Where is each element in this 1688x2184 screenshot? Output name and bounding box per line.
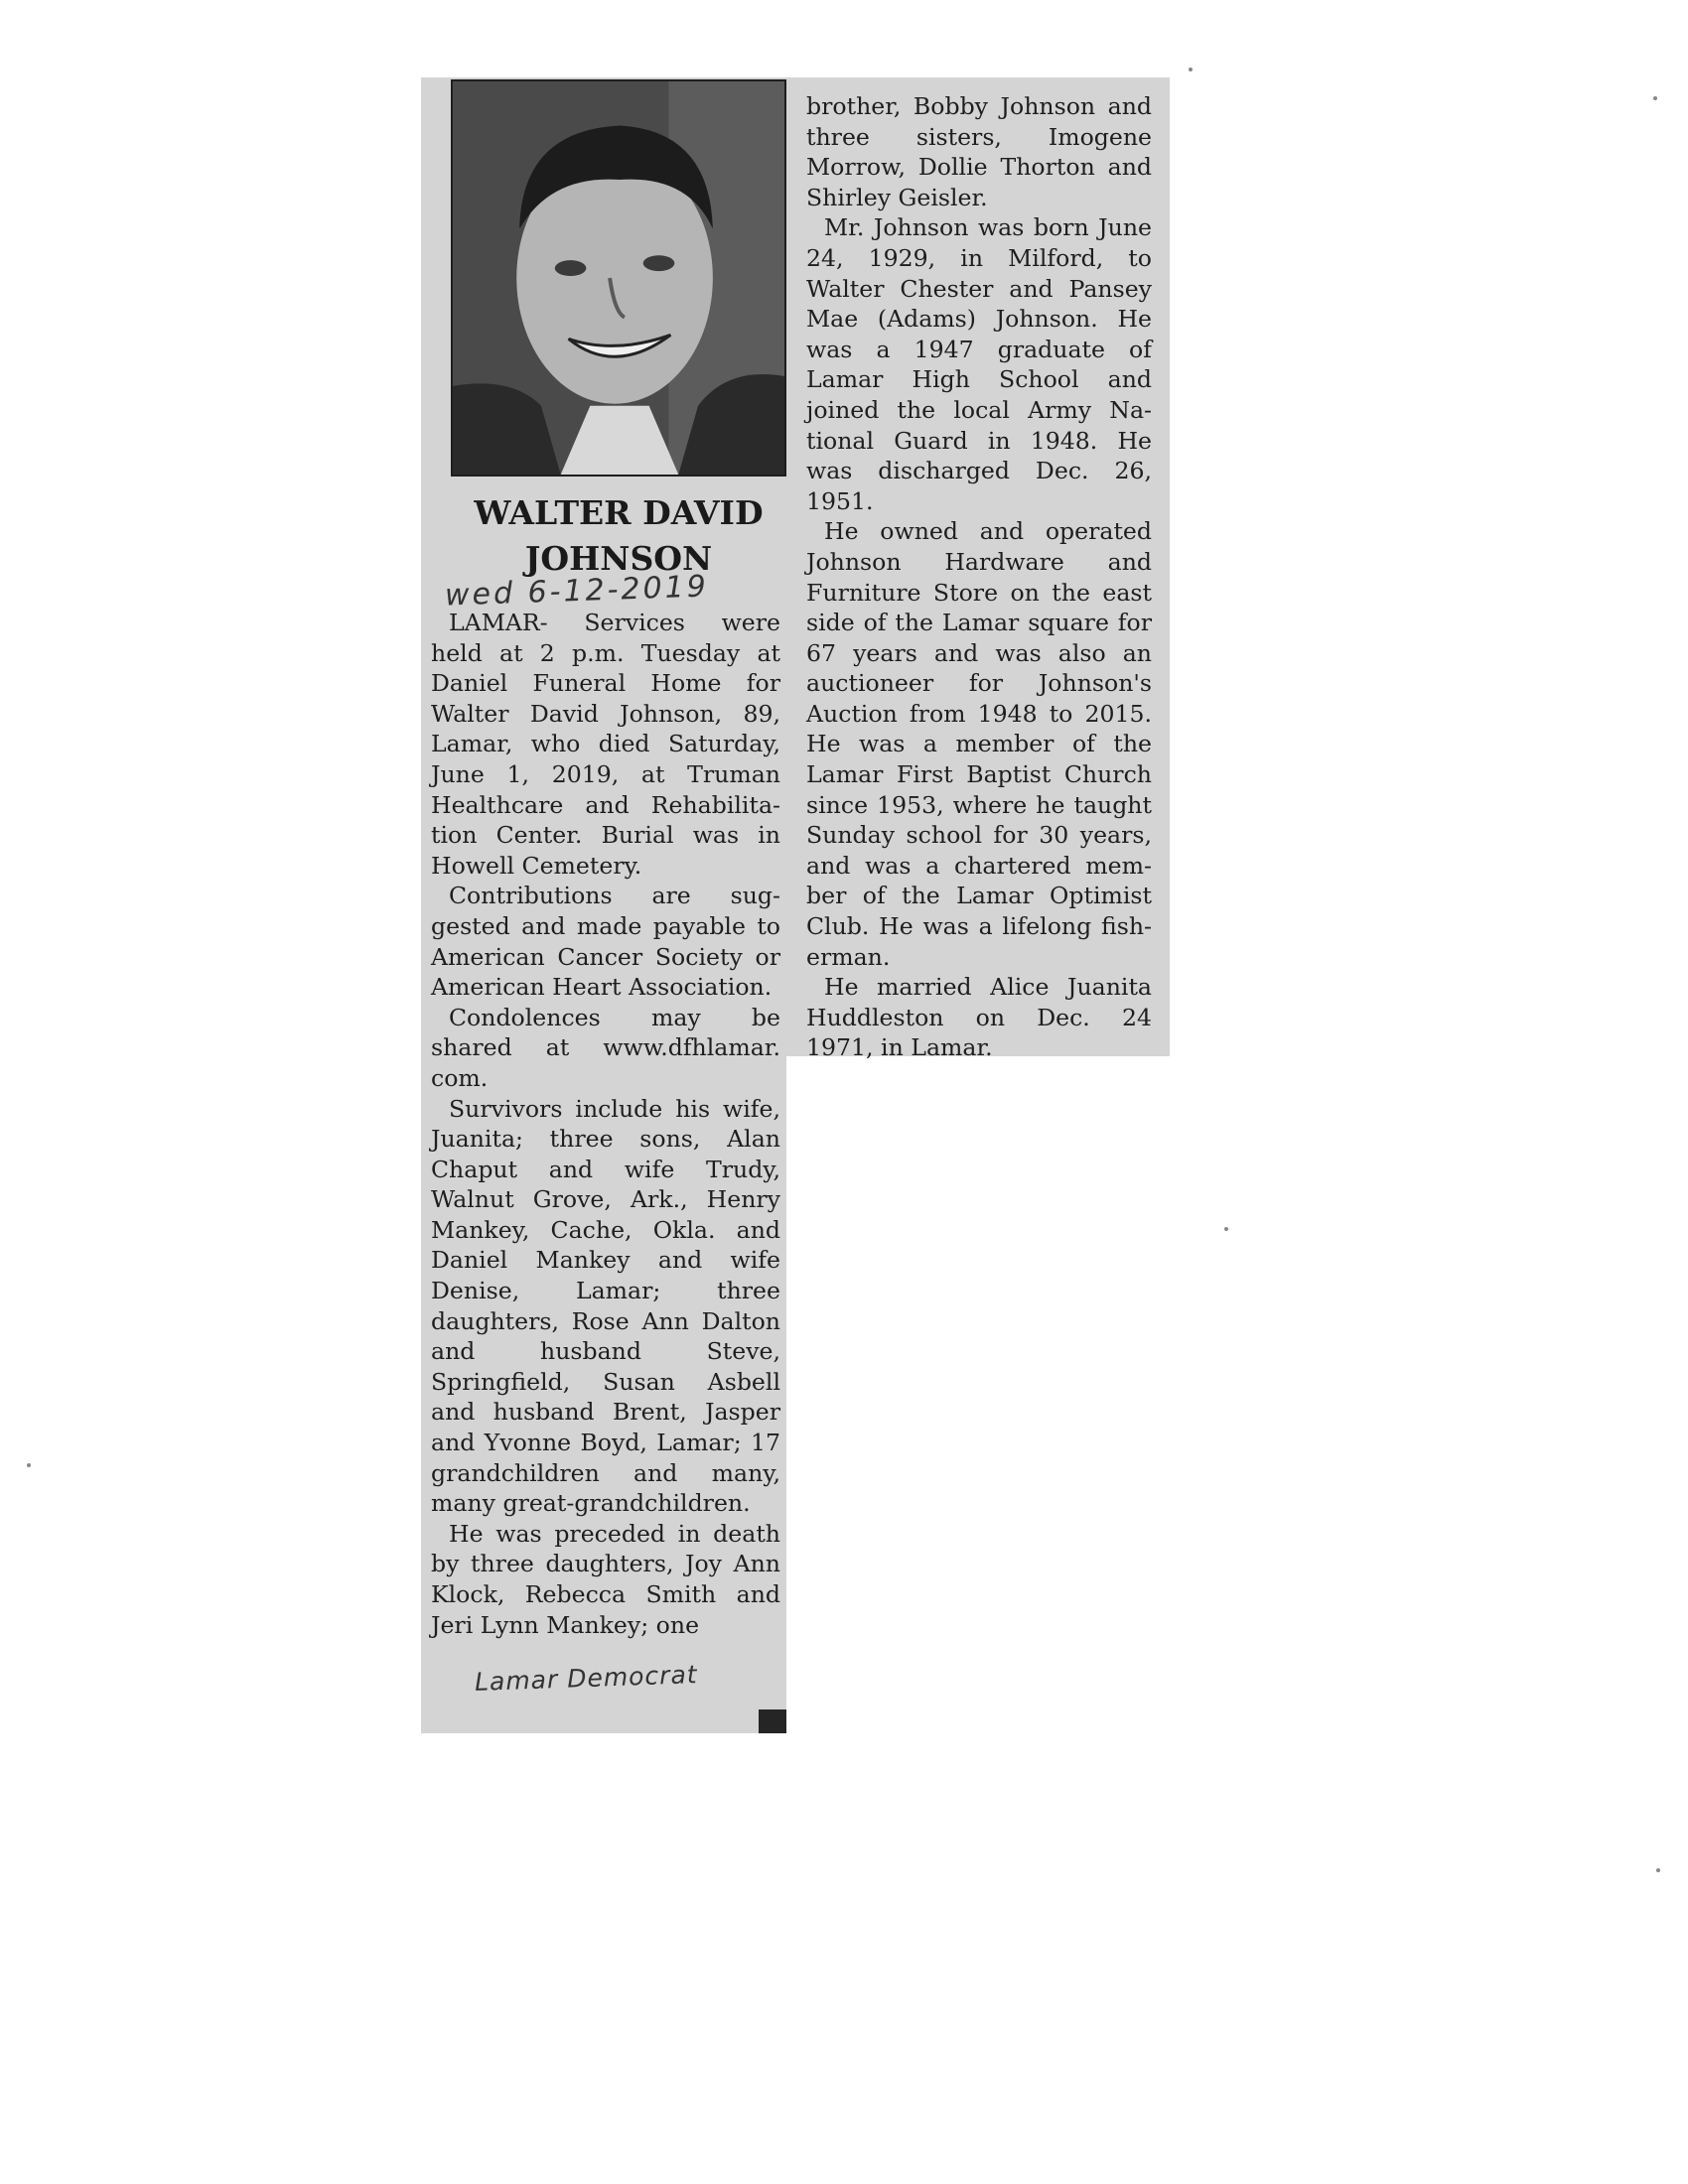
portrait-image bbox=[453, 81, 784, 475]
handwritten-source: Lamar Democrat bbox=[474, 1660, 699, 1697]
handwritten-date: wed 6-12-2019 bbox=[444, 569, 710, 614]
career-paragraph: He owned and operated Johnson Hardware and Furniture Store on the east side of the Lamar square for 67 years and was also an auctioneer for Johnson's Auction from 1948 to 2015. He was a member of the Lamar First Baptist Church since 1953, where he taught Sunday school for 30 years, and was a chartered member of the Lamar Optimist Club. He was a lifelong fisherman. bbox=[806, 517, 1152, 971]
obituary-right-column bbox=[806, 91, 1152, 1063]
siblings-paragraph: brother, Bobby Johnson and three sisters, Imogene Morrow, Dollie Thorton and Shirley Geisler. bbox=[806, 92, 1152, 211]
condolences-paragraph: Condolences may be shared at www.dfhlamar. com. bbox=[431, 1003, 780, 1092]
marriage-paragraph: He married Alice Juanita Huddleston on Dec. 24 1971, in Lamar. bbox=[806, 973, 1152, 1062]
preceded-paragraph: He was preceded in death by three daughters, Joy Ann Klock, Rebecca Smith and Jeri Lynn Mankey; one bbox=[431, 1519, 780, 1639]
biography-paragraph: Mr. Johnson was born June 24, 1929, in Milford, to Walter Chester and Pansey Mae (Adams) Johnson. He was a 1947 graduate of Lamar High School and joined the local Army National Guard in 1948. He was discharged Dec. 26, 1951. bbox=[806, 213, 1152, 515]
portrait-photo bbox=[451, 79, 786, 477]
scan-speck bbox=[1189, 68, 1193, 71]
headline-line-2: JOHNSON bbox=[524, 539, 713, 578]
scan-speck bbox=[1656, 1868, 1660, 1872]
obituary-left-column bbox=[431, 608, 780, 1640]
obituary-headline bbox=[451, 490, 786, 582]
clipping-edge-mark bbox=[759, 1709, 786, 1733]
scan-speck bbox=[1653, 96, 1657, 100]
services-paragraph: LAMAR- Services were held at 2 p.m. Tuesday at Daniel Funeral Home for Walter David Johnson, 89, Lamar, who died Saturday, June 1, 2019, at Truman Healthcare and Rehabilitation Center. Burial was in Howell Cemetery. bbox=[431, 609, 780, 880]
survivors-paragraph: Survivors include his wife, Juanita; three sons, Alan Chaput and wife Trudy, Walnut Grove, Ark., Henry Mankey, Cache, Okla. and Daniel Mankey and wife Denise, Lamar; three daughters, Rose Ann Dalton and husband Steve, Springfield, Susan Asbell and husband Brent, Jasper and Yvonne Boyd, Lamar; 17 grandchildren and many, many great-grandchildren. bbox=[431, 1094, 780, 1518]
headline-line-1: WALTER DAVID bbox=[474, 493, 764, 532]
scan-speck bbox=[27, 1463, 31, 1467]
scan-speck bbox=[1224, 1227, 1228, 1231]
contributions-paragraph: Contributions are suggested and made payable to American Cancer Society or American Heart Association. bbox=[431, 882, 780, 1002]
